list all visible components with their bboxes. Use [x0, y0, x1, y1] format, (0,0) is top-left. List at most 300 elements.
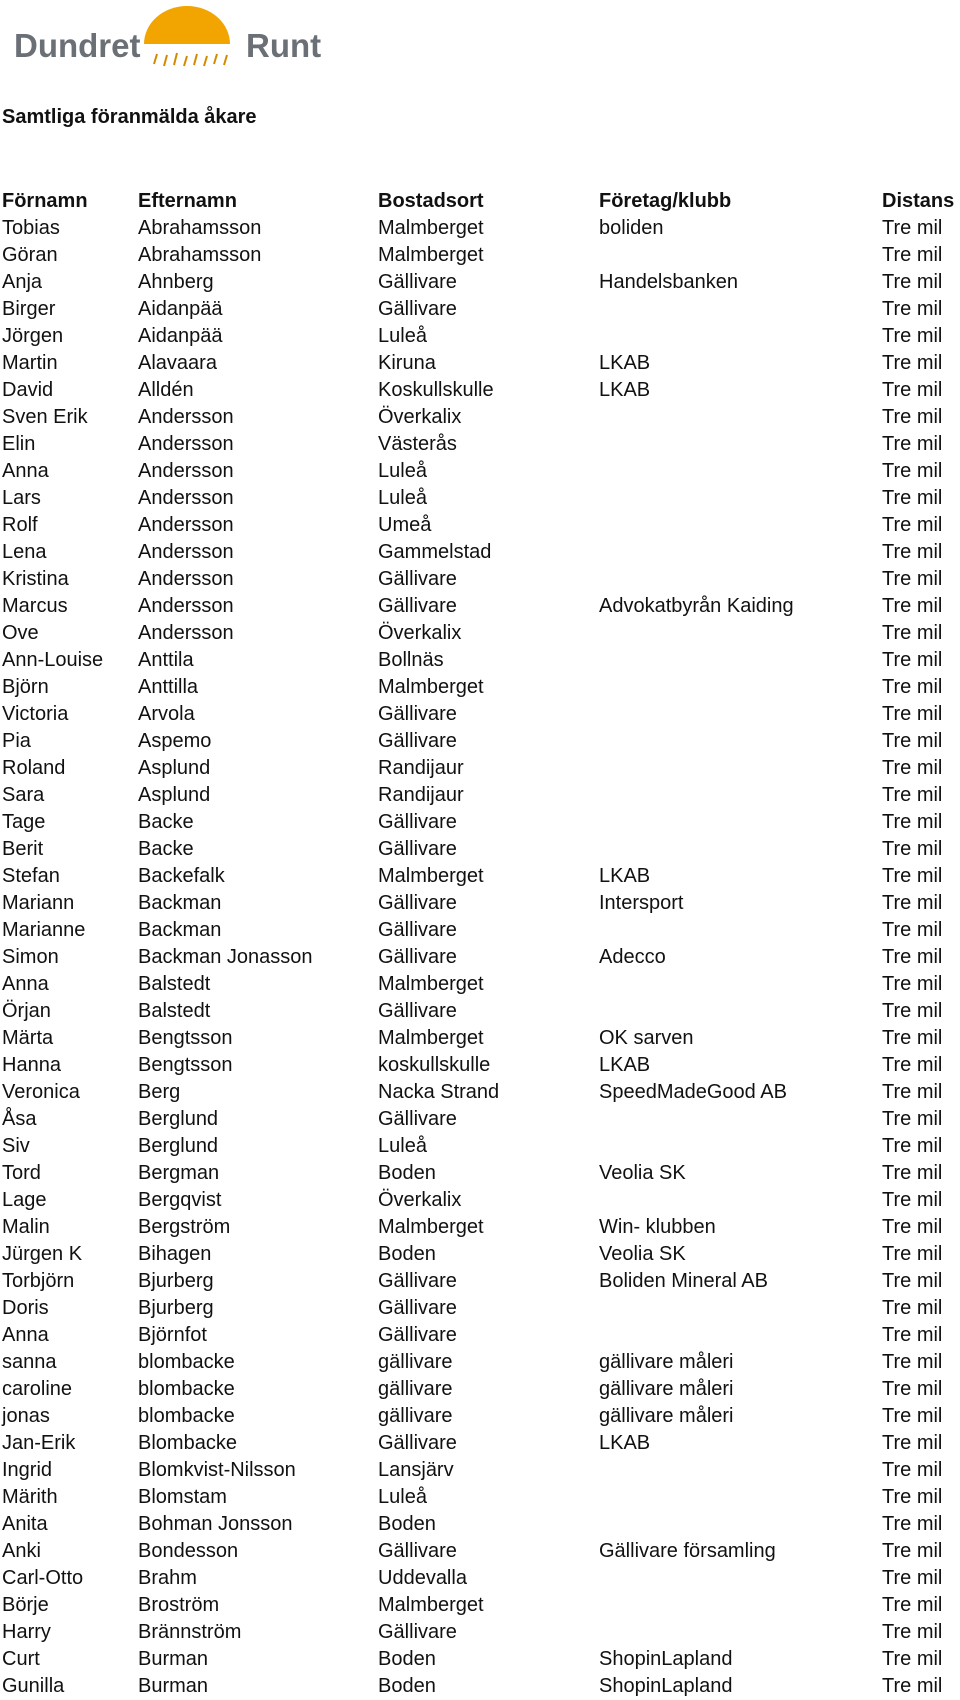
cell-foretag-klubb: [597, 242, 880, 269]
cell-distans: Tre mil: [882, 946, 943, 968]
cell-fornamn: Anita: [2, 1513, 48, 1535]
cell-efternamn: Aidanpää: [138, 325, 223, 347]
cell-distans: Tre mil: [882, 865, 943, 887]
cell-fornamn: Simon: [2, 946, 59, 968]
cell-bostadsort: Gällivare: [378, 811, 457, 833]
cell-foretag-klubb: [597, 1133, 880, 1160]
cell-foretag-klubb: [597, 1592, 880, 1619]
table-row: [0, 1376, 960, 1403]
cell-fornamn: Curt: [2, 1648, 40, 1670]
cell-foretag-klubb: [597, 512, 880, 539]
cell-distans: Tre mil: [882, 1540, 943, 1562]
cell-bostadsort: Malmberget: [378, 1027, 484, 1049]
table-row: [0, 782, 960, 809]
cell-distans: Tre mil: [882, 1594, 943, 1616]
cell-bostadsort: Överkalix: [378, 406, 462, 428]
cell-foretag-klubb: [597, 539, 880, 566]
cell-distans: Tre mil: [882, 217, 943, 239]
cell-distans: Tre mil: [882, 1108, 943, 1130]
cell-distans: Tre mil: [882, 1135, 943, 1157]
cell-bostadsort: Boden: [378, 1675, 436, 1697]
cell-efternamn: Balstedt: [138, 973, 211, 995]
table-row: [0, 323, 960, 350]
cell-foretag-klubb: boliden: [599, 217, 664, 239]
table-row: [0, 512, 960, 539]
cell-distans: Tre mil: [882, 1027, 943, 1049]
column-header-foretag-klubb: Företag/klubb: [599, 190, 732, 212]
table-row: [0, 1592, 960, 1619]
cell-efternamn: Arvola: [138, 703, 195, 725]
table-row: [0, 755, 960, 782]
cell-distans: Tre mil: [882, 595, 943, 617]
cell-bostadsort: Uddevalla: [378, 1567, 467, 1589]
cell-foretag-klubb: Veolia SK: [599, 1243, 686, 1265]
cell-fornamn: Ove: [2, 622, 39, 644]
cell-bostadsort: Gällivare: [378, 838, 457, 860]
table-row: [0, 242, 960, 269]
cell-distans: Tre mil: [882, 703, 943, 725]
cell-fornamn: Victoria: [2, 703, 69, 725]
cell-fornamn: Kristina: [2, 568, 69, 590]
cell-distans: Tre mil: [882, 325, 943, 347]
cell-efternamn: Burman: [138, 1675, 209, 1697]
page-title: Samtliga föranmälda åkare: [2, 106, 257, 128]
cell-fornamn: Pia: [2, 730, 31, 752]
cell-fornamn: Lars: [2, 487, 41, 509]
column-header-fornamn: Förnamn: [2, 190, 88, 212]
table-row: [0, 485, 960, 512]
cell-foretag-klubb: Handelsbanken: [599, 271, 738, 293]
cell-efternamn: Andersson: [138, 406, 234, 428]
cell-bostadsort: Lansjärv: [378, 1459, 454, 1481]
cell-bostadsort: Gällivare: [378, 703, 457, 725]
cell-efternamn: Bergqvist: [138, 1189, 222, 1211]
cell-efternamn: Bengtsson: [138, 1054, 233, 1076]
cell-bostadsort: Gällivare: [378, 892, 457, 914]
cell-distans: Tre mil: [882, 1054, 943, 1076]
cell-fornamn: Anna: [2, 1324, 49, 1346]
cell-efternamn: Aspemo: [138, 730, 212, 752]
cell-foretag-klubb: [597, 323, 880, 350]
cell-distans: Tre mil: [882, 541, 943, 563]
cell-efternamn: Asplund: [138, 784, 211, 806]
cell-foretag-klubb: [597, 1457, 880, 1484]
cell-efternamn: Andersson: [138, 433, 234, 455]
dundret-runt-logo: [14, 4, 334, 72]
cell-distans: Tre mil: [882, 1000, 943, 1022]
cell-bostadsort: Randijaur: [378, 757, 464, 779]
cell-bostadsort: Luleå: [378, 1135, 427, 1157]
table-row: [0, 1133, 960, 1160]
cell-efternamn: Burman: [138, 1648, 209, 1670]
cell-distans: Tre mil: [882, 1567, 943, 1589]
cell-foretag-klubb: Boliden Mineral AB: [599, 1270, 768, 1292]
table-row: [0, 215, 960, 242]
cell-efternamn: Bengtsson: [138, 1027, 233, 1049]
table-row: [0, 971, 960, 998]
cell-bostadsort: Luleå: [378, 487, 427, 509]
table-row: [0, 836, 960, 863]
cell-efternamn: Backe: [138, 811, 194, 833]
cell-distans: Tre mil: [882, 487, 943, 509]
cell-fornamn: Berit: [2, 838, 44, 860]
cell-distans: Tre mil: [882, 1216, 943, 1238]
table-row: [0, 647, 960, 674]
cell-bostadsort: Överkalix: [378, 1189, 462, 1211]
table-row: [0, 701, 960, 728]
cell-distans: Tre mil: [882, 514, 943, 536]
cell-efternamn: Alldén: [138, 379, 194, 401]
cell-distans: Tre mil: [882, 406, 943, 428]
cell-bostadsort: Gällivare: [378, 730, 457, 752]
table-row: [0, 944, 960, 971]
cell-efternamn: Bohman Jonsson: [138, 1513, 293, 1535]
logo-skiers-icon: [154, 53, 227, 66]
cell-foretag-klubb: LKAB: [599, 1054, 651, 1076]
cell-fornamn: Hanna: [2, 1054, 61, 1076]
cell-foretag-klubb: [597, 701, 880, 728]
cell-fornamn: caroline: [2, 1378, 73, 1400]
cell-distans: Tre mil: [882, 298, 943, 320]
cell-distans: Tre mil: [882, 1675, 943, 1697]
cell-efternamn: Blomstam: [138, 1486, 227, 1508]
cell-fornamn: Märith: [2, 1486, 58, 1508]
table-row: [0, 1430, 960, 1457]
table-row: [0, 1106, 960, 1133]
cell-bostadsort: Malmberget: [378, 1594, 484, 1616]
column-header-distans: Distans: [882, 190, 955, 212]
cell-bostadsort: Gällivare: [378, 1000, 457, 1022]
cell-foretag-klubb: [597, 728, 880, 755]
cell-fornamn: Doris: [2, 1297, 49, 1319]
cell-bostadsort: Koskullskulle: [378, 379, 494, 401]
cell-foretag-klubb: Gällivare församling: [599, 1540, 776, 1562]
cell-efternamn: Backman: [138, 892, 222, 914]
table-row: [0, 1268, 960, 1295]
cell-bostadsort: Kiruna: [378, 352, 436, 374]
cell-distans: Tre mil: [882, 1513, 943, 1535]
cell-bostadsort: Malmberget: [378, 1216, 484, 1238]
cell-foretag-klubb: [597, 782, 880, 809]
cell-fornamn: Rolf: [2, 514, 38, 536]
cell-foretag-klubb: gällivare måleri: [599, 1405, 734, 1427]
cell-distans: Tre mil: [882, 1324, 943, 1346]
cell-fornamn: Veronica: [2, 1081, 80, 1103]
table-row: [0, 1646, 960, 1673]
cell-fornamn: Sara: [2, 784, 45, 806]
cell-foretag-klubb: [597, 458, 880, 485]
cell-bostadsort: gällivare: [378, 1351, 453, 1373]
cell-foretag-klubb: SpeedMadeGood AB: [599, 1081, 787, 1103]
cell-fornamn: Sven Erik: [2, 406, 88, 428]
cell-efternamn: Andersson: [138, 487, 234, 509]
cell-bostadsort: Malmberget: [378, 217, 484, 239]
logo-graphic: [14, 4, 334, 72]
cell-bostadsort: Randijaur: [378, 784, 464, 806]
cell-foretag-klubb: [597, 1322, 880, 1349]
cell-fornamn: sanna: [2, 1351, 57, 1373]
cell-efternamn: Bondesson: [138, 1540, 239, 1562]
cell-distans: Tre mil: [882, 1621, 943, 1643]
cell-foretag-klubb: gällivare måleri: [599, 1351, 734, 1373]
cell-bostadsort: Luleå: [378, 325, 427, 347]
cell-fornamn: Ingrid: [2, 1459, 53, 1481]
cell-bostadsort: Gällivare: [378, 1540, 457, 1562]
cell-efternamn: Bjurberg: [138, 1270, 214, 1292]
cell-efternamn: Berglund: [138, 1135, 219, 1157]
cell-fornamn: Lena: [2, 541, 47, 563]
cell-distans: Tre mil: [882, 1351, 943, 1373]
logo-text-right: Runt: [246, 27, 322, 64]
table-row: [0, 1322, 960, 1349]
table-row: [0, 377, 960, 404]
cell-bostadsort: Gällivare: [378, 1297, 457, 1319]
cell-foretag-klubb: OK sarven: [599, 1027, 694, 1049]
cell-foretag-klubb: [597, 404, 880, 431]
logo-sun-icon: [144, 6, 230, 44]
cell-foretag-klubb: [597, 1295, 880, 1322]
cell-bostadsort: Överkalix: [378, 622, 462, 644]
cell-efternamn: Backman Jonasson: [138, 946, 313, 968]
cell-foretag-klubb: [597, 1187, 880, 1214]
cell-foretag-klubb: [597, 1484, 880, 1511]
cell-efternamn: Backefalk: [138, 865, 225, 887]
cell-distans: Tre mil: [882, 1378, 943, 1400]
cell-distans: Tre mil: [882, 1432, 943, 1454]
table-row: [0, 1187, 960, 1214]
table-row: [0, 1214, 960, 1241]
cell-foretag-klubb: [597, 296, 880, 323]
cell-foretag-klubb: [597, 620, 880, 647]
cell-fornamn: Anki: [2, 1540, 41, 1562]
table-row: [0, 296, 960, 323]
cell-bostadsort: Boden: [378, 1162, 436, 1184]
cell-efternamn: Backe: [138, 838, 194, 860]
cell-distans: Tre mil: [882, 1162, 943, 1184]
cell-fornamn: Tobias: [2, 217, 60, 239]
cell-fornamn: Stefan: [2, 865, 60, 887]
cell-bostadsort: Nacka Strand: [378, 1081, 500, 1103]
cell-foretag-klubb: [597, 1565, 880, 1592]
cell-fornamn: Roland: [2, 757, 66, 779]
cell-efternamn: Alavaara: [138, 352, 217, 374]
cell-foretag-klubb: [597, 755, 880, 782]
cell-efternamn: Bergman: [138, 1162, 220, 1184]
table-row: [0, 674, 960, 701]
cell-distans: Tre mil: [882, 892, 943, 914]
table-row: [0, 1079, 960, 1106]
cell-distans: Tre mil: [882, 379, 943, 401]
cell-fornamn: Tord: [2, 1162, 41, 1184]
column-header-bostadsort: Bostadsort: [378, 190, 484, 212]
cell-efternamn: Backman: [138, 919, 222, 941]
cell-bostadsort: koskullskulle: [378, 1054, 491, 1076]
cell-distans: Tre mil: [882, 1297, 943, 1319]
cell-bostadsort: gällivare: [378, 1378, 453, 1400]
cell-bostadsort: Gällivare: [378, 1270, 457, 1292]
cell-fornamn: Carl-Otto: [2, 1567, 84, 1589]
cell-fornamn: Ann-Louise: [2, 649, 104, 671]
table-row: [0, 431, 960, 458]
cell-bostadsort: Boden: [378, 1648, 436, 1670]
participants-table: [0, 188, 960, 1700]
table-row: [0, 539, 960, 566]
cell-fornamn: Marianne: [2, 919, 86, 941]
cell-efternamn: Ahnberg: [138, 271, 214, 293]
cell-fornamn: Lage: [2, 1189, 47, 1211]
cell-foretag-klubb: [597, 917, 880, 944]
cell-distans: Tre mil: [882, 1405, 943, 1427]
table-row: [0, 1349, 960, 1376]
cell-distans: Tre mil: [882, 433, 943, 455]
table-row: [0, 1160, 960, 1187]
cell-foretag-klubb: [597, 566, 880, 593]
cell-distans: Tre mil: [882, 352, 943, 374]
cell-bostadsort: Boden: [378, 1243, 436, 1265]
cell-efternamn: Bjurberg: [138, 1297, 214, 1319]
table-row: [0, 1565, 960, 1592]
cell-foretag-klubb: [597, 809, 880, 836]
cell-efternamn: Andersson: [138, 514, 234, 536]
cell-bostadsort: Luleå: [378, 460, 427, 482]
cell-bostadsort: Luleå: [378, 1486, 427, 1508]
cell-distans: Tre mil: [882, 244, 943, 266]
table-row: [0, 1457, 960, 1484]
logo-text-left: Dundret: [14, 27, 141, 64]
cell-bostadsort: Umeå: [378, 514, 432, 536]
table-row: [0, 566, 960, 593]
cell-efternamn: Andersson: [138, 541, 234, 563]
cell-fornamn: Anna: [2, 460, 49, 482]
cell-distans: Tre mil: [882, 1243, 943, 1265]
cell-efternamn: Bihagen: [138, 1243, 212, 1265]
cell-bostadsort: Gällivare: [378, 946, 457, 968]
cell-fornamn: Martin: [2, 352, 58, 374]
table-row: [0, 1484, 960, 1511]
cell-distans: Tre mil: [882, 1459, 943, 1481]
cell-distans: Tre mil: [882, 622, 943, 644]
cell-foretag-klubb: LKAB: [599, 352, 651, 374]
cell-foretag-klubb: [597, 1619, 880, 1646]
cell-efternamn: Aidanpää: [138, 298, 223, 320]
cell-fornamn: Anna: [2, 973, 49, 995]
cell-bostadsort: Gällivare: [378, 568, 457, 590]
cell-fornamn: Torbjörn: [2, 1270, 75, 1292]
cell-foretag-klubb: [597, 674, 880, 701]
cell-efternamn: Brahm: [138, 1567, 197, 1589]
table-row: [0, 1511, 960, 1538]
cell-distans: Tre mil: [882, 919, 943, 941]
cell-fornamn: Birger: [2, 298, 56, 320]
table-row: [0, 1295, 960, 1322]
cell-foretag-klubb: [597, 998, 880, 1025]
cell-efternamn: blombacke: [138, 1351, 235, 1373]
cell-bostadsort: Bollnäs: [378, 649, 444, 671]
table-row: [0, 269, 960, 296]
cell-efternamn: blombacke: [138, 1378, 235, 1400]
cell-fornamn: Anja: [2, 271, 43, 293]
cell-efternamn: Abrahamsson: [138, 217, 262, 239]
cell-bostadsort: Västerås: [378, 433, 457, 455]
table-row: [0, 1619, 960, 1646]
table-header-row: [0, 188, 960, 215]
cell-fornamn: Malin: [2, 1216, 50, 1238]
column-header-efternamn: Efternamn: [138, 190, 237, 212]
cell-foretag-klubb: ShopinLapland: [599, 1648, 733, 1670]
table-row: [0, 1673, 960, 1700]
table-row: [0, 1403, 960, 1430]
cell-efternamn: Anttila: [138, 649, 194, 671]
cell-distans: Tre mil: [882, 973, 943, 995]
cell-foretag-klubb: [597, 836, 880, 863]
cell-fornamn: Jörgen: [2, 325, 64, 347]
cell-foretag-klubb: [597, 1511, 880, 1538]
table-row: [0, 998, 960, 1025]
cell-fornamn: Elin: [2, 433, 36, 455]
cell-distans: Tre mil: [882, 1081, 943, 1103]
cell-foretag-klubb: LKAB: [599, 865, 651, 887]
table-row: [0, 1025, 960, 1052]
cell-distans: Tre mil: [882, 460, 943, 482]
cell-bostadsort: Gällivare: [378, 1324, 457, 1346]
cell-fornamn: Göran: [2, 244, 58, 266]
table-row: [0, 620, 960, 647]
table-row: [0, 809, 960, 836]
cell-efternamn: Balstedt: [138, 1000, 211, 1022]
cell-fornamn: Åsa: [2, 1108, 37, 1130]
cell-efternamn: Blomkvist-Nilsson: [138, 1459, 296, 1481]
cell-distans: Tre mil: [882, 811, 943, 833]
cell-foretag-klubb: gällivare måleri: [599, 1378, 734, 1400]
cell-foretag-klubb: [597, 971, 880, 998]
cell-foretag-klubb: [597, 485, 880, 512]
cell-foretag-klubb: Advokatbyrån Kaiding: [599, 595, 794, 617]
cell-bostadsort: Gällivare: [378, 595, 457, 617]
table-row: [0, 350, 960, 377]
table-row: [0, 1538, 960, 1565]
cell-fornamn: Jürgen K: [2, 1243, 83, 1265]
cell-fornamn: Börje: [2, 1594, 49, 1616]
table-row: [0, 917, 960, 944]
cell-distans: Tre mil: [882, 568, 943, 590]
cell-fornamn: David: [2, 379, 54, 401]
cell-bostadsort: Gällivare: [378, 271, 457, 293]
table-row: [0, 1241, 960, 1268]
cell-foretag-klubb: [597, 1106, 880, 1133]
cell-bostadsort: Malmberget: [378, 865, 484, 887]
cell-bostadsort: Gammelstad: [378, 541, 492, 563]
cell-bostadsort: Malmberget: [378, 244, 484, 266]
cell-efternamn: Blombacke: [138, 1432, 237, 1454]
cell-foretag-klubb: Veolia SK: [599, 1162, 686, 1184]
table-row: [0, 728, 960, 755]
cell-foretag-klubb: ShopinLapland: [599, 1675, 733, 1697]
cell-fornamn: Jan-Erik: [2, 1432, 76, 1454]
table-row: [0, 593, 960, 620]
cell-fornamn: Tage: [2, 811, 46, 833]
table-body: [0, 215, 960, 1700]
cell-foretag-klubb: Win- klubben: [599, 1216, 716, 1238]
cell-distans: Tre mil: [882, 784, 943, 806]
cell-fornamn: Marcus: [2, 595, 68, 617]
table-row: [0, 890, 960, 917]
cell-distans: Tre mil: [882, 649, 943, 671]
cell-efternamn: Broström: [138, 1594, 220, 1616]
cell-bostadsort: Gällivare: [378, 1108, 457, 1130]
cell-foretag-klubb: Intersport: [599, 892, 684, 914]
cell-efternamn: blombacke: [138, 1405, 235, 1427]
cell-foretag-klubb: [597, 647, 880, 674]
